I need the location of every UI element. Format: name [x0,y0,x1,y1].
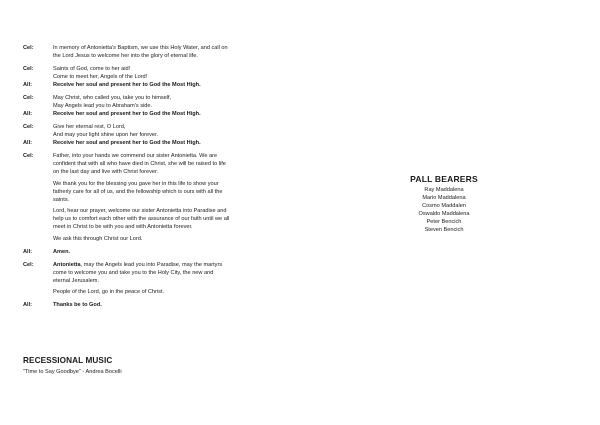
text-line: meet in Christ to be with you and with Antonietta forever. [53,224,193,230]
pall-bearer-name: Steven Bencich [424,227,464,233]
liturgy-paragraph [23,235,283,243]
entry-text [53,123,283,139]
speaker-label: All: [23,140,33,146]
text-line: on the last day and live with Christ forever. [53,169,159,175]
text-line: In memory of Antonietta's Baptism, we use this Holy Water, and call on [53,45,228,51]
pall-bearer-name: Oswaldo Maddalena [418,211,470,217]
recessional-song: "Time to Say Goodbye" - Andrea Bocelli [23,369,122,375]
pall-bearer-name: Ray Maddalena [424,187,464,193]
response-text: Amen. [53,248,71,255]
liturgy-response [23,110,283,118]
speaker-label: All: [23,82,33,88]
entry-text [53,65,283,81]
text-line: the Lord Jesus to welcome her into the glory of eternal life. [53,53,198,59]
speaker-label: Cel: [23,153,34,159]
speaker-label [23,180,53,204]
speaker-label [23,288,53,296]
text-line: Come to meet her, Angels of the Lord! [53,74,148,80]
pall-bearers-title: PALL BEARERS [410,174,478,184]
entry-text [53,44,283,60]
entry-text [53,261,283,285]
liturgy-paragraph [23,288,283,296]
text-line: May Angels lead you to Abraham's side. [53,103,153,109]
liturgy-entry [23,261,283,285]
text-line: Give her eternal rest, O Lord, [53,124,126,130]
speaker-label: All: [23,248,33,255]
pall-bearer-name: Peter Bencich [426,219,462,225]
liturgy-response [23,248,283,256]
entry-text: People of the Lord, go in the peace of Christ. [53,289,165,295]
liturgy-column [23,44,283,309]
response-text: Receive her soul and present her to God the Most High. [53,82,201,88]
text-line: May Christ, who called you, take you to himself, [53,95,172,101]
speaker-label [23,235,53,243]
entry-text [53,94,283,110]
text-line [53,261,283,269]
pall-bearer-name: Cosmo Maddalen [422,203,466,209]
liturgy-response [23,301,283,309]
liturgy-entry [23,94,283,110]
liturgy-entry [23,65,283,81]
speaker-label [23,207,53,231]
entry-text [53,152,283,176]
text-line: fatherly care for all of us, and the fellowship which is ours with all the [53,188,223,195]
liturgy-entry [23,152,283,176]
liturgy-paragraph [23,207,283,231]
response-text: Receive her soul and present her to God the Most High. [53,140,201,146]
pall-bearers-section [384,174,504,234]
entry-text [53,207,283,231]
entry-text [53,180,283,204]
text-line: eternal Jerusalem. [53,277,100,284]
text-line: help us to comfort each other with the assurance of our faith until we all [53,216,230,222]
text-line: And may your light shine upon her forever. [53,132,159,138]
text-line: We thank you for the blessing you gave her in this life to show your [53,180,219,187]
speaker-label: All: [23,111,33,117]
liturgy-entry [23,44,283,60]
speaker-label: Cel: [23,95,34,101]
entry-text: We ask this through Christ our Lord. [53,235,143,242]
liturgy-entry [23,123,283,139]
text-line: come to welcome you and take you to the Holy City, the new and [53,269,214,276]
liturgy-response [23,139,283,147]
speaker-label: All: [23,302,33,308]
response-text: Thanks be to God. [53,302,102,308]
text-line: Father, into your hands we commend our sister Antonietta. We are [53,153,218,159]
text-line: saints. [53,196,70,203]
speaker-label: Cel: [23,124,34,130]
text-fragment: , may the Angels lead you into Paradise, may the martyrs [80,261,223,268]
text-line: confident that with all who have died in Christ, she will be raised to life [53,161,226,167]
liturgy-response [23,81,283,89]
text-line: Lord, hear our prayer, welcome our sister Antonietta into Paradise and [53,208,227,214]
speaker-label: Cel: [23,66,34,72]
recessional-title: RECESSIONAL MUSIC [23,356,113,365]
deceased-name: Antonietta [53,261,81,268]
speaker-label: Cel: [23,45,34,51]
text-line: Saints of God, come to her aid! [53,66,131,72]
speaker-label: Cel: [23,261,34,268]
response-text: Receive her soul and present her to God the Most High. [53,111,201,117]
liturgy-paragraph [23,180,283,204]
pall-bearer-name: Mario Maddalena [422,195,466,201]
